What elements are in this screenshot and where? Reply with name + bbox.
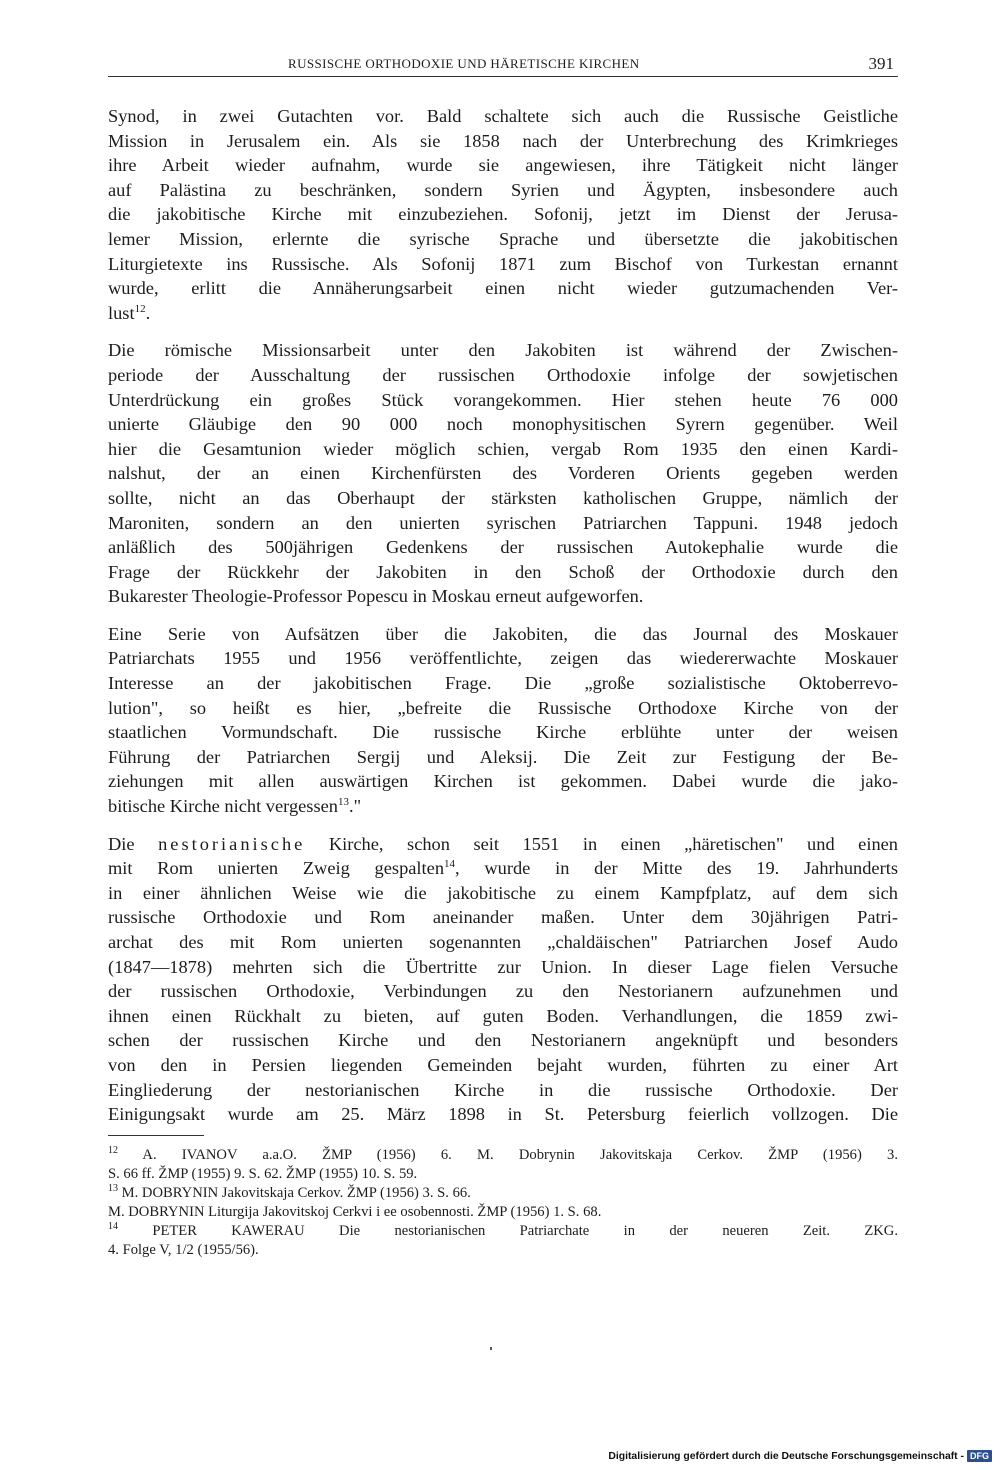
text-fragment: PETER KAWERAU Die nestorianischen Patriarchate in der neueren Zeit. ZKG.: [118, 1223, 898, 1239]
text-line: Patriarchats 1955 und 1956 veröffentlichte, zeigen das wiedererwachte Moskauer: [108, 648, 898, 669]
text-line: russische Orthodoxie und Rom aneinander maßen. Unter dem 30jährigen Patri-: [108, 907, 898, 928]
text-line: Einigungsakt wurde am 25. März 1898 in St. Petersburg feierlich vollzogen. Die: [108, 1104, 898, 1125]
text-line: anläßlich des 500jährigen Gedenkens der russischen Autokephalie wurde die: [108, 537, 898, 558]
text-line: Mission in Jerusalem ein. Als sie 1858 nach der Unterbrechung des Krimkrieges: [108, 130, 898, 151]
text-line: Liturgietexte ins Russische. Als Sofonij 1871 zum Bischof von Turkestan ernannt: [108, 253, 898, 274]
text-line: Eine Serie von Aufsätzen über die Jakobiten, die das Journal des Moskauer: [108, 623, 898, 644]
text-line: archat des mit Rom unierten sogenannten „chaldäischen" Patriarchen Josef Audo: [108, 932, 898, 952]
text-line: Die römische Missionsarbeit unter den Jakobiten ist während der Zwischen-: [108, 340, 898, 361]
paragraph-2: [108, 338, 898, 609]
text-line: Eingliederung der nestorianischen Kirche in die russische Orthodoxie. Der: [108, 1079, 898, 1100]
text-line: Synod, in zwei Gutachten vor. Bald schaltete sich auch die Russische Geistliche: [108, 106, 898, 126]
scan-speck: [490, 1347, 492, 1350]
text-fragment: bitische Kirche nicht vergessen: [108, 796, 338, 817]
text-line: Interesse an der jakobitischen Frage. Die „große sozialistische Oktoberrevo-: [108, 673, 898, 694]
footnote-number: 13: [108, 1183, 118, 1195]
text-line: (1847—1878) mehrten sich die Übertritte zur Union. In dieser Lage fielen Versuche: [108, 956, 898, 977]
text-line: auf Palästina zu beschränken, sondern Syrien und Ägypten, insbesondere auch: [108, 179, 898, 200]
text-line: Führung der Patriarchen Sergij und Aleksij. Die Zeit zur Festigung der Be-: [108, 746, 898, 767]
footnote-ref-13[interactable]: 13: [337, 795, 349, 808]
text-fragment: Kirche, schon seit 1551 in einen „häretischen" und einen: [305, 833, 899, 854]
footnote-13-continued: [108, 1203, 898, 1222]
text-line: lemer Mission, erlernte die syrische Sprache und übersetzte die jakobitischen: [108, 228, 898, 249]
text-fragment: , wurde in der Mitte des 19. Jahrhunderts: [455, 858, 898, 879]
text-line: [108, 856, 898, 881]
text-line: die jakobitische Kirche mit einzubeziehen. Sofonij, jetzt im Dienst der Jerusa-: [108, 204, 898, 225]
running-head: [108, 52, 898, 77]
text-line-last: [108, 794, 898, 819]
running-head-title: RUSSISCHE ORTHODOXIE UND HÄRETISCHE KIRCHEN: [288, 56, 640, 71]
page-number: 391: [868, 54, 894, 73]
footnote-14: [108, 1222, 898, 1260]
text-fragment: M. DOBRYNIN Jakovitskaja Cerkov. ŽMP (1956) 3. S. 66.: [118, 1185, 471, 1201]
text-line: hier die Gesamtunion wieder möglich schien, vergab Rom 1935 den einen Kardi-: [108, 438, 898, 459]
footnote-line: [108, 1146, 898, 1165]
text-fragment: .: [145, 302, 151, 323]
footnote-ref-12[interactable]: 12: [134, 302, 146, 315]
footnote-line: S. 66 ff. ŽMP (1955) 9. S. 62. ŽMP (1955) 10. S. 59.: [108, 1166, 418, 1182]
footnote-line: 4. Folge V, 1/2 (1955/56).: [108, 1242, 259, 1258]
footnote-line: [108, 1184, 898, 1203]
text-line: Maroniten, sondern an den unierten syrischen Patriarchen Tappuni. 1948 jedoch: [108, 512, 898, 533]
text-line-last: Bukarester Theologie-Professor Popescu in Moskau erneut aufgeworfen.: [108, 586, 644, 607]
digitization-credit: [608, 1448, 992, 1464]
text-line: der russischen Orthodoxie, Verbindungen zu den Nestorianern aufzunehmen und: [108, 981, 898, 1002]
text-line: schen der russischen Kirche und den Nestorianern angeknüpft und besonders: [108, 1030, 898, 1051]
text-line: ziehungen mit allen auswärtigen Kirchen ist gekommen. Dabei wurde die jako-: [108, 771, 898, 792]
text-line: periode der Ausschaltung der russischen Orthodoxie infolge der sowjetischen: [108, 364, 898, 385]
text-line: lution", so heißt es hier, „befreite die Russische Orthodoxe Kirche von der: [108, 697, 898, 718]
text-line: staatlichen Vormundschaft. Die russische Kirche erblühte unter der weisen: [108, 722, 898, 743]
text-line: nalshut, der an einen Kirchenfürsten des Vorderen Orients gegeben werden: [108, 463, 898, 484]
paragraph-4: [108, 832, 898, 1127]
footnote-12: [108, 1146, 898, 1184]
text-line: ihnen einen Rückhalt zu bieten, auf guten Boden. Verhandlungen, die 1859 zwi-: [108, 1005, 898, 1026]
paragraph-1: [108, 104, 898, 325]
text-line: Frage der Rückkehr der Jakobiten in den Schoß der Orthodoxie durch den: [108, 561, 898, 582]
spaced-emphasis: nestorianische: [158, 833, 306, 854]
credit-text: Digitalisierung gefördert durch die Deutsche Forschungsgemeinschaft -: [608, 1450, 964, 1462]
text-line-last: [108, 301, 898, 326]
body-text: [108, 104, 898, 1140]
text-line: Unterdrückung ein großes Stück vorangekommen. Hier stehen heute 76 000: [108, 389, 898, 410]
text-line: [108, 832, 898, 857]
footnote-13: [108, 1184, 898, 1203]
footnote-line: [108, 1222, 898, 1241]
footnote-line: M. DOBRYNIN Liturgija Jakovitskoj Cerkvi i ee osobennosti. ŽMP (1956) 1. S. 68.: [108, 1204, 602, 1220]
text-fragment: .": [348, 796, 362, 817]
text-line: in einer ähnlichen Weise wie die jakobitische zu einem Kampfplatz, auf dem sich: [108, 882, 898, 903]
text-fragment: A. IVANOV a.a.O. ŽMP (1956) 6. M. Dobrynin Jakovitskaja Cerkov. ŽMP (1956) 3.: [118, 1147, 898, 1163]
text-line: wurde, erlitt die Annäherungsarbeit einen nicht wieder gutzumachenden Ver-: [108, 278, 898, 299]
text-fragment: lust: [108, 302, 135, 323]
footnote-number: 14: [108, 1221, 118, 1233]
text-fragment: Die: [108, 833, 159, 854]
text-line: sollte, nicht an das Oberhaupt der stärksten katholischen Gruppe, nämlich der: [108, 487, 898, 508]
paragraph-3: [108, 622, 898, 819]
footnote-ref-14[interactable]: 14: [444, 858, 456, 871]
footnote-divider: [108, 1135, 204, 1136]
footnotes: [108, 1146, 898, 1260]
text-line: ihre Arbeit wieder aufnahm, wurde sie angewiesen, ihre Tätigkeit nicht länger: [108, 155, 898, 176]
dfg-logo-icon: DFG: [967, 1450, 992, 1462]
text-fragment: mit Rom unierten Zweig gespalten: [108, 858, 445, 879]
page: [108, 0, 898, 1470]
text-line: unierte Gläubige den 90 000 noch monophysitischen Syrern gegenüber. Weil: [108, 414, 898, 435]
text-line: von den in Persien liegenden Gemeinden bejaht wurden, führten zu einer Art: [108, 1054, 898, 1075]
footnote-number: 12: [108, 1145, 118, 1157]
